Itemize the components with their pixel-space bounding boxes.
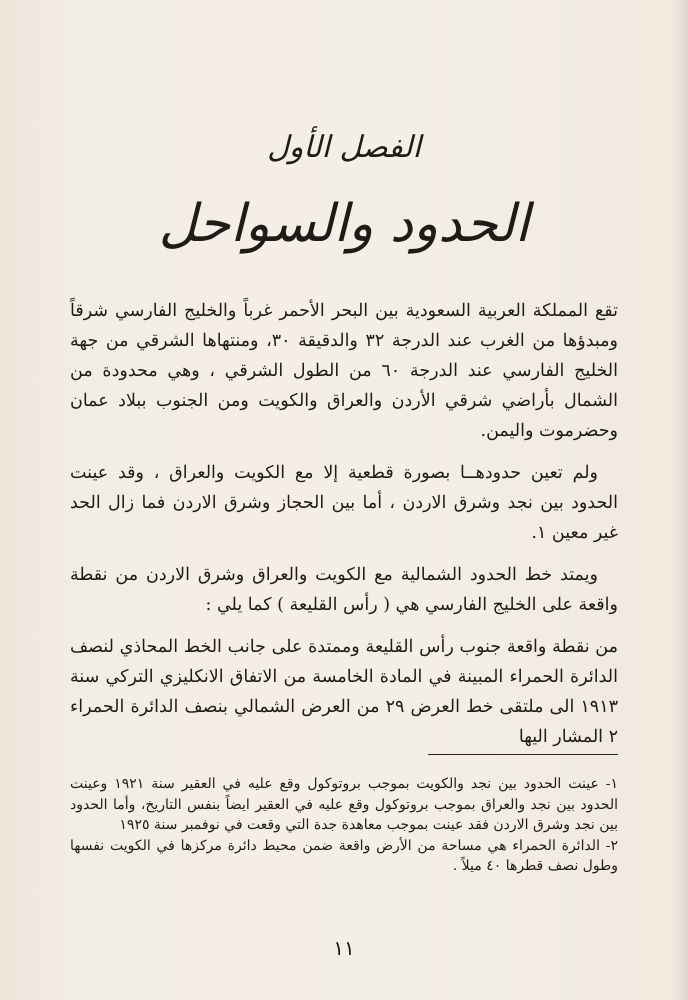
paragraph-3: ويمتد خط الحدود الشمالية مع الكويت والعراق وشرق الاردن من نقطة واقعة على الخليج الفارسي هي ( رأس القليعة ) كما يلي :: [70, 565, 618, 615]
page-number: ١١: [333, 936, 355, 960]
chapter-label: الفصل الأول: [267, 130, 421, 165]
footnote-2: ٢- الدائرة الحمراء هي مساحة من الأرض واقعة ضمن محيط دائرة مركزها في الكويت نفسها وطول نصف قطرها ٤٠ ميلاً .: [70, 837, 618, 874]
paragraph-1: تقع المملكة العربية السعودية بين البحر الأحمر غرباً والخليج الفارسي شرقاً ومبدؤها من الغرب عند الدرجة ٣٢ والدقيقة ٣٠، ومنتهاها الشرقي من جهة الخليج الفارسي عند الدرجة ٦٠ من الطول الشرقي ، وهي محدودة من الشمال بأراضي شرقي الأردن والعراق والكويت ومن الجنوب ببلاد عمان وحضرموت واليمن.: [70, 301, 618, 441]
footnote-divider: [428, 754, 618, 755]
footnote-1: ١- عينت الحدود بين نجد والكويت بموجب بروتوكول وقع عليه في العقير سنة ١٩٢١ وعينت الحدود بين نجد والعراق بموجب بروتوكول وقع عليه في العقير ايضاً بنفس التاريخ، وأما الحدود بين نجد وشرق الاردن فقد عينت بموجب معاهدة جدة التي وقعت في نوفمبر سنة ١٩٢٥: [70, 776, 618, 833]
footnotes: [70, 774, 618, 877]
chapter-title: الحدود والسواحل: [158, 194, 530, 254]
body-text: [70, 296, 618, 764]
paragraph-2: ولم تعين حدودهــا بصورة قطعية إلا مع الكويت والعراق ، وقد عينت الحدود بين نجد وشرق الاردن ، أما بين الحجاز وشرق الاردن فما زال الحد غير معين ١.: [70, 463, 618, 543]
paragraph-4: من نقطة واقعة جنوب رأس القليعة وممتدة على جانب الخط المحاذي لنصف الدائرة الحمراء المبينة في المادة الخامسة من الاتفاق الانكليزي التركي سنة ١٩١٣ الى ملتقى خط العرض ٢٩ من العرض الشمالي بنصف الدائرة الحمراء ٢ المشار اليها: [70, 637, 619, 747]
